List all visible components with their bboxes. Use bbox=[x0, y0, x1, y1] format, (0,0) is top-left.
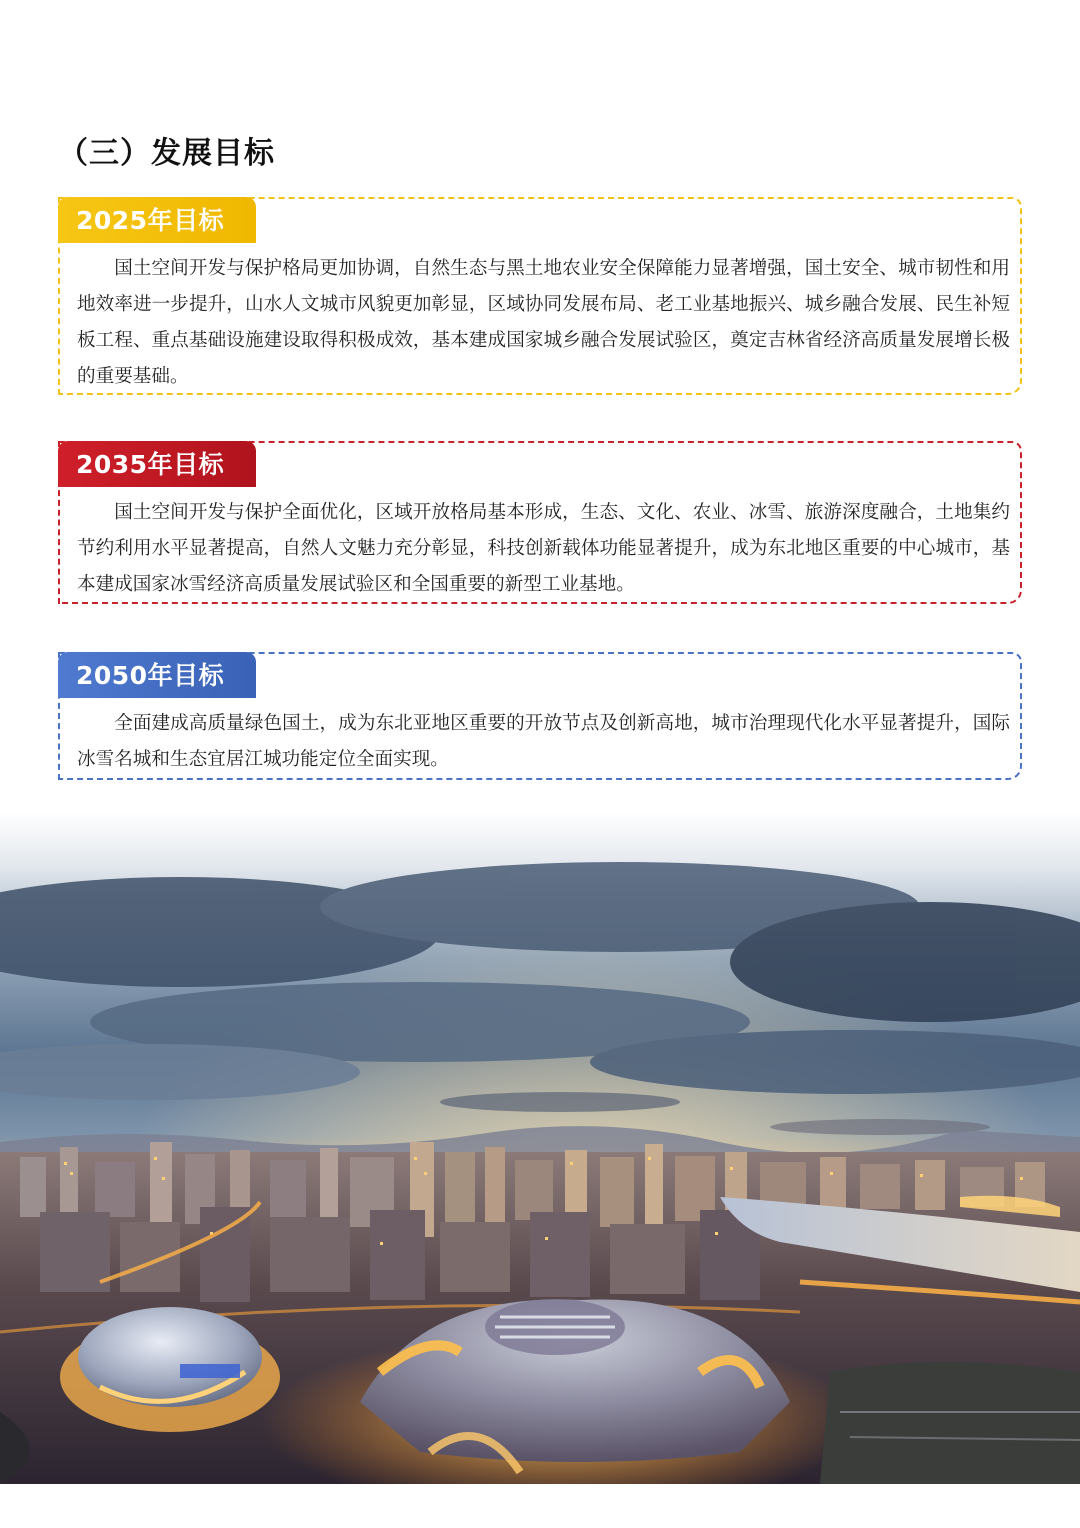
goal-box-2035 bbox=[58, 441, 1022, 604]
goal-box-2025 bbox=[58, 197, 1022, 395]
goal-text-2025: 国土空间开发与保护格局更加协调，自然生态与黑土地农业安全保障能力显著增强，国土安全、城市韧性和用地效率进一步提升，山水人文城市风貌更加彰显，区域协同发展布局、老工业基地振兴、城乡融合发展、民生补短板工程、重点基础设施建设取得积极成效，基本建成国家城乡融合发展试验区，奠定吉林省经济高质量发展增长极的重要基础。 bbox=[77, 258, 1010, 387]
goal-tab-2035: 2035年目标 bbox=[58, 441, 256, 487]
goal-tab-2025: 2025年目标 bbox=[58, 197, 256, 243]
goal-tab-2050: 2050年目标 bbox=[58, 652, 256, 698]
goal-text-2035: 国土空间开发与保护全面优化，区域开放格局基本形成，生态、文化、农业、冰雪、旅游深度融合，土地集约节约利用水平显著提高，自然人文魅力充分彰显，科技创新载体功能显著提升，成为东北地区重要的中心城市，基本建成国家冰雪经济高质量发展试验区和全国重要的新型工业基地。 bbox=[77, 502, 1010, 595]
goal-box-2050 bbox=[58, 652, 1022, 780]
goal-text-2050: 全面建成高质量绿色国土，成为东北亚地区重要的开放节点及创新高地，城市治理现代化水平显著提升，国际冰雪名城和生态宜居江城功能定位全面实现。 bbox=[77, 713, 1010, 770]
section-title: （三）发展目标 bbox=[58, 136, 275, 171]
city-skyline-photo bbox=[0, 812, 1080, 1484]
